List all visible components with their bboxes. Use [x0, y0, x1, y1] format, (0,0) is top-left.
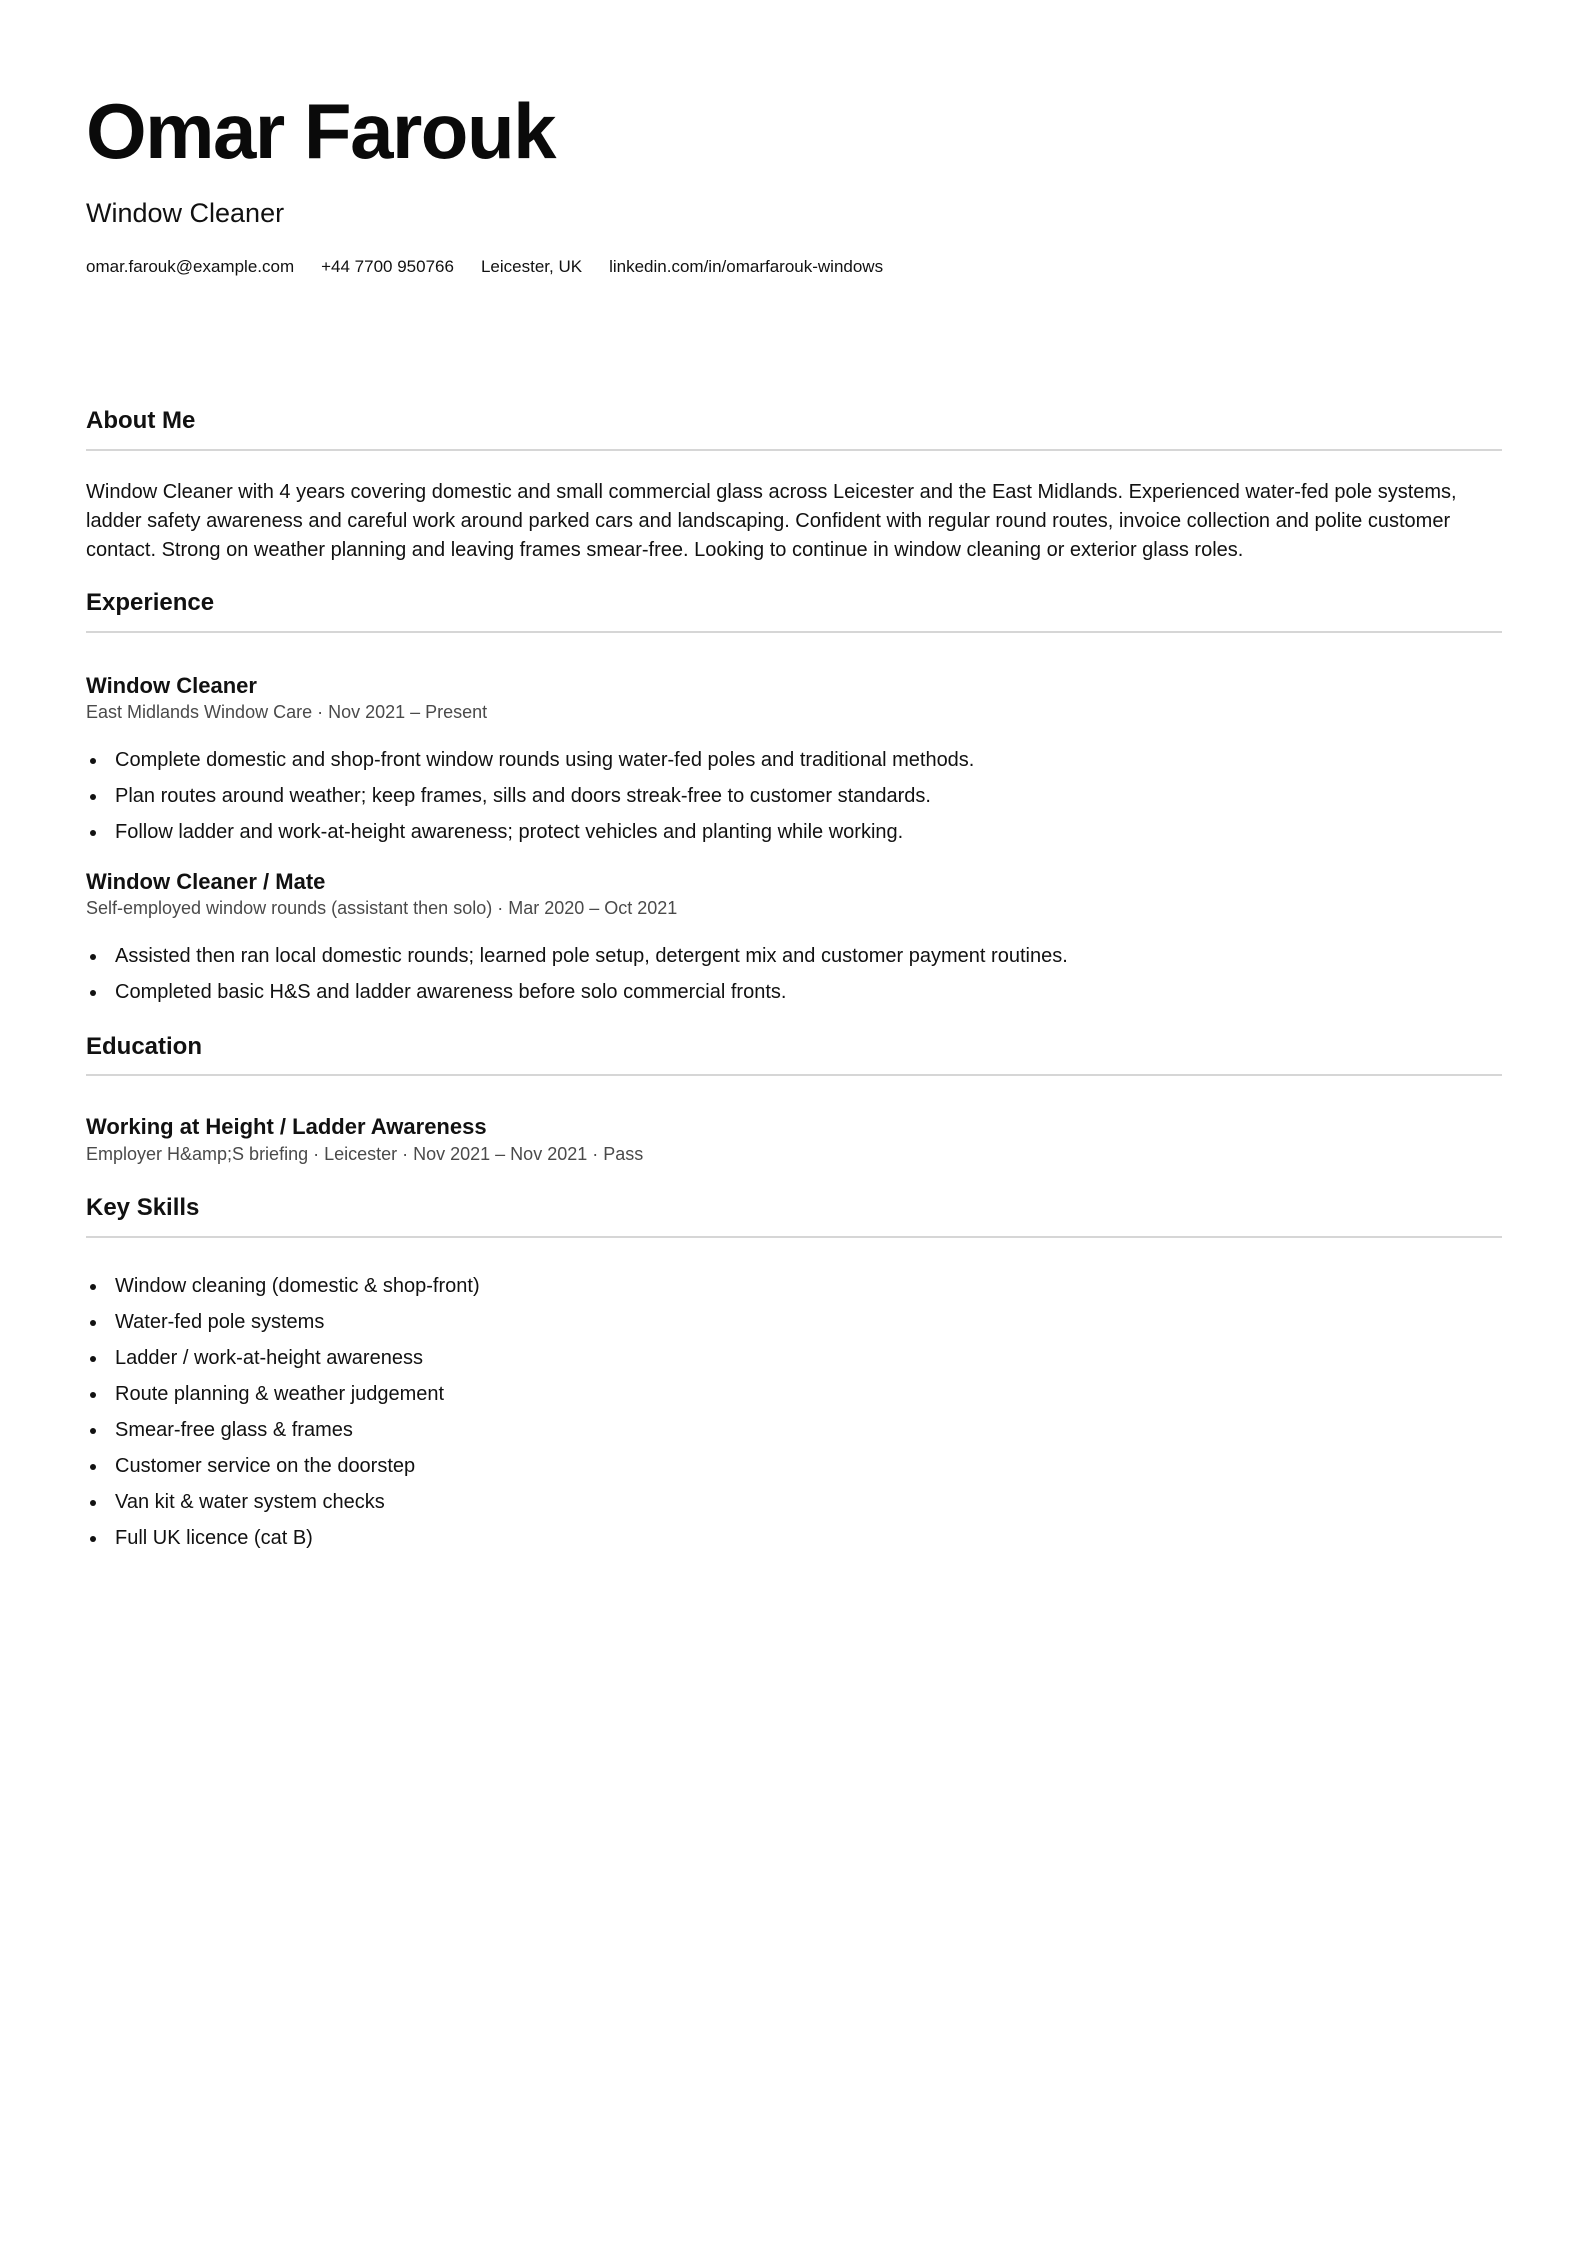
- job-bullet: Plan routes around weather; keep frames, sills and doors streak-free to customer standards.: [86, 783, 1502, 809]
- about-heading: About Me: [86, 407, 196, 434]
- job-entry: [86, 673, 1502, 845]
- skill-item: Van kit & water system checks: [86, 1489, 1502, 1515]
- skill-item: Ladder / work-at-height awareness: [86, 1345, 1502, 1371]
- education-title: Working at Height / Ladder Awareness: [86, 1114, 487, 1140]
- candidate-name: Omar Farouk: [86, 87, 555, 175]
- section-divider: [86, 631, 1502, 633]
- section-divider: [86, 449, 1502, 451]
- section-divider: [86, 1236, 1502, 1238]
- education-section: [86, 1033, 1502, 1166]
- job-title: Window Cleaner: [86, 672, 257, 698]
- skills-section: [86, 1194, 1502, 1551]
- about-section: [86, 407, 1502, 565]
- education-heading: Education: [86, 1032, 203, 1060]
- job-bullet: Assisted then ran local domestic rounds; learned pole setup, detergent mix and customer payment routines.: [86, 943, 1502, 969]
- job-bullets: [86, 943, 1502, 1005]
- skill-item: Route planning & weather judgement: [86, 1381, 1502, 1407]
- education-entry: [86, 1114, 1502, 1165]
- job-bullet: Complete domestic and shop-front window rounds using water-fed poles and traditional methods.: [86, 747, 1502, 773]
- experience-section: [86, 589, 1502, 1005]
- section-divider: [86, 1074, 1502, 1076]
- job-bullets: [86, 747, 1502, 845]
- experience-heading: Experience: [86, 588, 215, 616]
- contact-location: Leicester, UK: [480, 257, 583, 276]
- job-title: Window Cleaner / Mate: [86, 868, 326, 894]
- contact-phone[interactable]: +44 7700 950766: [321, 257, 454, 276]
- resume-sections: [86, 407, 1502, 1551]
- skill-item: Smear-free glass & frames: [86, 1417, 1502, 1443]
- job-meta: Self-employed window rounds (assistant then solo) · Mar 2020 – Oct 2021: [86, 897, 678, 918]
- job-meta: East Midlands Window Care · Nov 2021 – Present: [86, 701, 488, 722]
- candidate-role: Window Cleaner: [86, 198, 285, 228]
- about-text: Window Cleaner with 4 years covering domestic and small commercial glass across Leicester and the East Midlands. Experienced water-fed pole systems, ladder safety awareness and careful work around parked cars and landscaping. Confident with regular round routes, invoice collection and polite customer contact. Strong on weather planning and leaving frames smear-free. Looking to continue in window cleaning or exterior glass roles.: [86, 480, 1457, 561]
- skill-item: Water-fed pole systems: [86, 1309, 1502, 1335]
- skills-heading: Key Skills: [86, 1194, 200, 1222]
- job-bullet: Follow ladder and work-at-height awareness; protect vehicles and planting while working.: [86, 819, 1502, 845]
- skills-list: [86, 1273, 1502, 1551]
- skill-item: Window cleaning (domestic & shop-front): [86, 1273, 1502, 1299]
- job-bullet: Completed basic H&S and ladder awareness before solo commercial fronts.: [86, 979, 1502, 1005]
- contact-email[interactable]: omar.farouk@example.com: [86, 257, 295, 276]
- education-meta: Employer H&amp;S briefing · Leicester · Nov 2021 – Nov 2021 · Pass: [86, 1143, 644, 1164]
- skill-item: Customer service on the doorstep: [86, 1453, 1502, 1479]
- job-entry: [86, 869, 1502, 1005]
- contact-bar: [86, 257, 883, 277]
- contact-linkedin[interactable]: linkedin.com/in/omarfarouk-windows: [609, 257, 884, 276]
- skill-item: Full UK licence (cat B): [86, 1525, 1502, 1551]
